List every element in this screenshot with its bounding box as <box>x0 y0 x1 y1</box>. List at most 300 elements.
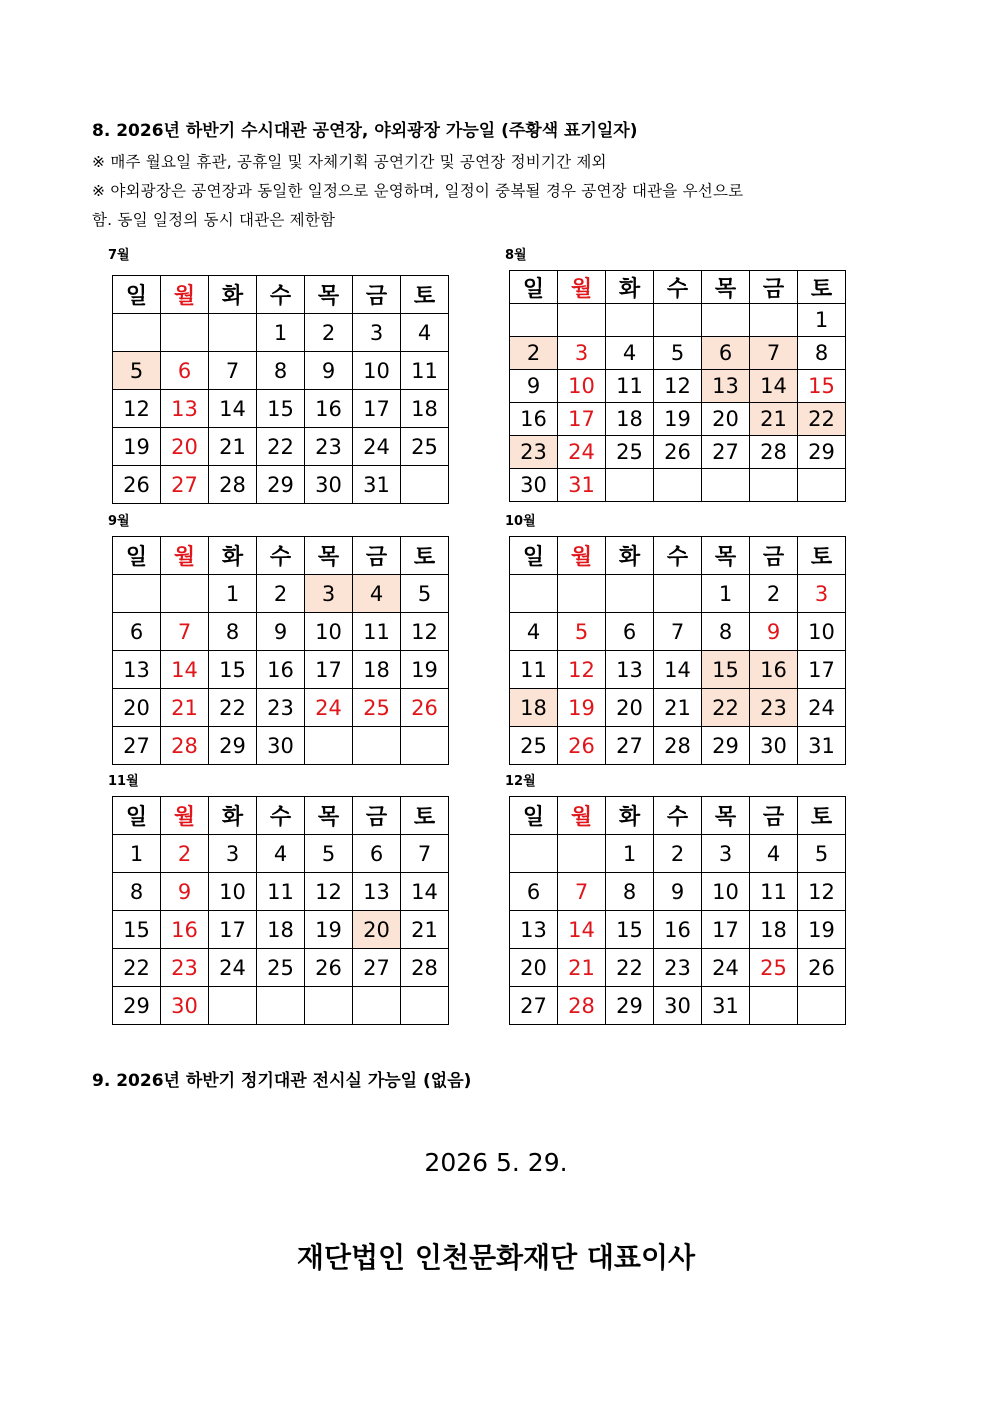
day-cell: 13 <box>113 651 161 689</box>
day-cell: 25 <box>257 949 305 987</box>
day-cell: 25 <box>606 436 654 469</box>
day-cell: 18 <box>353 651 401 689</box>
day-cell: 13 <box>510 911 558 949</box>
day-cell: 17 <box>798 651 846 689</box>
day-cell: 15 <box>702 651 750 689</box>
weekday-header: 화 <box>209 797 257 835</box>
empty-cell <box>510 575 558 613</box>
day-cell: 6 <box>353 835 401 873</box>
empty-cell <box>606 469 654 502</box>
day-cell: 17 <box>209 911 257 949</box>
day-cell: 13 <box>353 873 401 911</box>
day-cell: 12 <box>798 873 846 911</box>
day-cell: 23 <box>161 949 209 987</box>
day-cell: 25 <box>510 727 558 765</box>
day-cell: 9 <box>654 873 702 911</box>
day-cell: 26 <box>401 689 449 727</box>
day-cell: 11 <box>510 651 558 689</box>
week-row <box>510 337 846 370</box>
weekday-header: 토 <box>798 271 846 304</box>
day-cell: 8 <box>798 337 846 370</box>
document-date: 2026 5. 29. <box>424 1148 568 1177</box>
empty-cell <box>305 987 353 1025</box>
day-cell: 26 <box>305 949 353 987</box>
day-cell: 30 <box>161 987 209 1025</box>
day-cell: 29 <box>702 727 750 765</box>
weekday-header: 화 <box>209 276 257 314</box>
weekday-header: 일 <box>510 537 558 575</box>
day-cell: 22 <box>257 428 305 466</box>
day-cell: 9 <box>305 352 353 390</box>
empty-cell <box>702 304 750 337</box>
weekday-header: 금 <box>353 537 401 575</box>
empty-cell <box>750 304 798 337</box>
day-cell: 27 <box>353 949 401 987</box>
day-cell: 15 <box>209 651 257 689</box>
weekday-header: 수 <box>654 797 702 835</box>
day-cell: 21 <box>750 403 798 436</box>
day-cell: 13 <box>161 390 209 428</box>
day-cell: 15 <box>798 370 846 403</box>
empty-cell <box>353 987 401 1025</box>
empty-cell <box>558 304 606 337</box>
day-cell: 14 <box>558 911 606 949</box>
day-cell: 23 <box>510 436 558 469</box>
day-cell: 3 <box>353 314 401 352</box>
day-cell: 4 <box>510 613 558 651</box>
day-cell: 19 <box>654 403 702 436</box>
day-cell: 10 <box>702 873 750 911</box>
day-cell: 17 <box>558 403 606 436</box>
empty-cell <box>558 575 606 613</box>
day-cell: 25 <box>353 689 401 727</box>
calendar-november-label: 11월 <box>108 774 139 789</box>
day-cell: 23 <box>257 689 305 727</box>
weekday-header: 수 <box>654 537 702 575</box>
weekday-header: 목 <box>702 271 750 304</box>
week-row <box>113 428 449 466</box>
day-cell: 31 <box>353 466 401 504</box>
week-row <box>510 469 846 502</box>
week-row <box>113 314 449 352</box>
day-cell: 15 <box>606 911 654 949</box>
empty-cell <box>161 314 209 352</box>
day-cell: 2 <box>305 314 353 352</box>
empty-cell <box>798 469 846 502</box>
day-cell: 18 <box>606 403 654 436</box>
day-cell: 8 <box>113 873 161 911</box>
day-cell: 1 <box>798 304 846 337</box>
weekday-header: 월 <box>161 276 209 314</box>
day-cell: 6 <box>510 873 558 911</box>
day-cell: 29 <box>257 466 305 504</box>
day-cell: 31 <box>558 469 606 502</box>
day-cell: 13 <box>702 370 750 403</box>
weekday-header: 목 <box>702 537 750 575</box>
day-cell: 18 <box>401 390 449 428</box>
day-cell: 28 <box>209 466 257 504</box>
week-row <box>113 873 449 911</box>
day-cell: 28 <box>654 727 702 765</box>
day-cell: 22 <box>798 403 846 436</box>
empty-cell <box>606 304 654 337</box>
day-cell: 27 <box>113 727 161 765</box>
weekday-header: 금 <box>353 276 401 314</box>
calendar-september <box>112 536 449 765</box>
day-cell: 2 <box>654 835 702 873</box>
week-row <box>113 949 449 987</box>
day-cell: 5 <box>798 835 846 873</box>
week-row <box>510 873 846 911</box>
day-cell: 7 <box>209 352 257 390</box>
week-row <box>510 403 846 436</box>
day-cell: 10 <box>353 352 401 390</box>
day-cell: 21 <box>401 911 449 949</box>
day-cell: 12 <box>654 370 702 403</box>
day-cell: 30 <box>654 987 702 1025</box>
day-cell: 24 <box>798 689 846 727</box>
day-cell: 10 <box>209 873 257 911</box>
weekday-header: 금 <box>353 797 401 835</box>
empty-cell <box>161 575 209 613</box>
day-cell: 20 <box>353 911 401 949</box>
day-cell: 9 <box>510 370 558 403</box>
day-cell: 14 <box>161 651 209 689</box>
day-cell: 9 <box>161 873 209 911</box>
day-cell: 24 <box>305 689 353 727</box>
day-cell: 19 <box>305 911 353 949</box>
day-cell: 20 <box>510 949 558 987</box>
day-cell: 10 <box>798 613 846 651</box>
day-cell: 12 <box>558 651 606 689</box>
day-cell: 26 <box>798 949 846 987</box>
weekday-header: 화 <box>209 537 257 575</box>
week-row <box>510 949 846 987</box>
calendar-august <box>509 270 846 502</box>
day-cell: 2 <box>510 337 558 370</box>
weekday-header: 월 <box>161 537 209 575</box>
day-cell: 26 <box>654 436 702 469</box>
day-cell: 29 <box>606 987 654 1025</box>
day-cell: 21 <box>209 428 257 466</box>
weekday-header: 토 <box>401 276 449 314</box>
week-row <box>113 911 449 949</box>
empty-cell <box>401 466 449 504</box>
day-cell: 11 <box>750 873 798 911</box>
weekday-header: 수 <box>257 276 305 314</box>
note-closure: ※ 매주 월요일 휴관, 공휴일 및 자체기획 공연기간 및 공연장 정비기간 제외 <box>92 153 607 171</box>
empty-cell <box>702 469 750 502</box>
day-cell: 3 <box>702 835 750 873</box>
empty-cell <box>401 727 449 765</box>
week-row <box>510 987 846 1025</box>
day-cell: 5 <box>654 337 702 370</box>
empty-cell <box>353 727 401 765</box>
section-9-title: 9. 2026년 하반기 정기대관 전시실 가능일 (없음) <box>92 1071 472 1091</box>
empty-cell <box>510 304 558 337</box>
empty-cell <box>798 987 846 1025</box>
day-cell: 11 <box>353 613 401 651</box>
week-row <box>113 613 449 651</box>
calendar-november <box>112 796 449 1025</box>
day-cell: 3 <box>558 337 606 370</box>
day-cell: 30 <box>510 469 558 502</box>
day-cell: 14 <box>654 651 702 689</box>
day-cell: 15 <box>257 390 305 428</box>
day-cell: 28 <box>401 949 449 987</box>
day-cell: 10 <box>558 370 606 403</box>
day-cell: 2 <box>161 835 209 873</box>
week-row <box>113 352 449 390</box>
day-cell: 20 <box>113 689 161 727</box>
day-cell: 30 <box>750 727 798 765</box>
day-cell: 22 <box>113 949 161 987</box>
day-cell: 10 <box>305 613 353 651</box>
day-cell: 4 <box>353 575 401 613</box>
weekday-header: 토 <box>401 797 449 835</box>
week-row <box>113 466 449 504</box>
day-cell: 3 <box>209 835 257 873</box>
weekday-header: 일 <box>113 276 161 314</box>
empty-cell <box>654 575 702 613</box>
weekday-header: 수 <box>257 537 305 575</box>
day-cell: 16 <box>305 390 353 428</box>
empty-cell <box>750 987 798 1025</box>
weekday-header: 수 <box>257 797 305 835</box>
week-row <box>113 575 449 613</box>
empty-cell <box>654 469 702 502</box>
empty-cell <box>113 575 161 613</box>
day-cell: 20 <box>161 428 209 466</box>
week-row <box>510 689 846 727</box>
day-cell: 21 <box>161 689 209 727</box>
week-row <box>510 304 846 337</box>
day-cell: 18 <box>257 911 305 949</box>
week-row <box>510 651 846 689</box>
day-cell: 7 <box>401 835 449 873</box>
day-cell: 31 <box>702 987 750 1025</box>
day-cell: 19 <box>558 689 606 727</box>
day-cell: 21 <box>558 949 606 987</box>
calendar-july-label: 7월 <box>108 248 130 263</box>
empty-cell <box>558 835 606 873</box>
day-cell: 7 <box>161 613 209 651</box>
day-cell: 7 <box>654 613 702 651</box>
day-cell: 1 <box>209 575 257 613</box>
day-cell: 8 <box>702 613 750 651</box>
day-cell: 4 <box>401 314 449 352</box>
weekday-header: 금 <box>750 271 798 304</box>
weekday-header: 월 <box>558 537 606 575</box>
empty-cell <box>113 314 161 352</box>
day-cell: 4 <box>606 337 654 370</box>
calendar-september-label: 9월 <box>108 514 130 529</box>
day-cell: 6 <box>606 613 654 651</box>
day-cell: 26 <box>113 466 161 504</box>
day-cell: 18 <box>510 689 558 727</box>
day-cell: 14 <box>401 873 449 911</box>
day-cell: 20 <box>702 403 750 436</box>
calendar-december <box>509 796 846 1025</box>
day-cell: 14 <box>750 370 798 403</box>
week-row <box>113 651 449 689</box>
day-cell: 8 <box>257 352 305 390</box>
empty-cell <box>401 987 449 1025</box>
weekday-header: 화 <box>606 271 654 304</box>
weekday-header: 목 <box>702 797 750 835</box>
day-cell: 24 <box>702 949 750 987</box>
weekday-header: 토 <box>798 537 846 575</box>
day-cell: 11 <box>257 873 305 911</box>
day-cell: 16 <box>161 911 209 949</box>
day-cell: 28 <box>750 436 798 469</box>
empty-cell <box>510 835 558 873</box>
calendar-august-label: 8월 <box>505 248 527 263</box>
day-cell: 17 <box>702 911 750 949</box>
day-cell: 11 <box>606 370 654 403</box>
day-cell: 5 <box>558 613 606 651</box>
day-cell: 19 <box>401 651 449 689</box>
weekday-header: 일 <box>113 797 161 835</box>
day-cell: 19 <box>113 428 161 466</box>
calendar-december-label: 12월 <box>505 774 536 789</box>
day-cell: 12 <box>401 613 449 651</box>
day-cell: 6 <box>161 352 209 390</box>
day-cell: 30 <box>257 727 305 765</box>
day-cell: 28 <box>161 727 209 765</box>
day-cell: 1 <box>257 314 305 352</box>
day-cell: 22 <box>606 949 654 987</box>
day-cell: 13 <box>606 651 654 689</box>
day-cell: 5 <box>401 575 449 613</box>
note-plaza: ※ 야외광장은 공연장과 동일한 일정으로 운영하며, 일정이 중복될 경우 공연장 대관을 우선으로 <box>92 182 744 200</box>
empty-cell <box>606 575 654 613</box>
day-cell: 28 <box>558 987 606 1025</box>
day-cell: 27 <box>161 466 209 504</box>
week-row <box>510 436 846 469</box>
weekday-header: 금 <box>750 537 798 575</box>
section-8-title: 8. 2026년 하반기 수시대관 공연장, 야외광장 가능일 (주황색 표기일자) <box>92 121 638 141</box>
week-row <box>113 835 449 873</box>
week-row <box>510 370 846 403</box>
day-cell: 23 <box>305 428 353 466</box>
day-cell: 24 <box>353 428 401 466</box>
week-row <box>510 911 846 949</box>
weekday-header: 월 <box>558 797 606 835</box>
day-cell: 7 <box>558 873 606 911</box>
weekday-header: 수 <box>654 271 702 304</box>
weekday-header: 일 <box>113 537 161 575</box>
day-cell: 23 <box>750 689 798 727</box>
week-row <box>113 987 449 1025</box>
week-row <box>510 575 846 613</box>
day-cell: 4 <box>750 835 798 873</box>
day-cell: 29 <box>209 727 257 765</box>
day-cell: 22 <box>702 689 750 727</box>
week-row <box>113 689 449 727</box>
day-cell: 16 <box>257 651 305 689</box>
week-row <box>113 727 449 765</box>
day-cell: 1 <box>606 835 654 873</box>
day-cell: 9 <box>750 613 798 651</box>
empty-cell <box>305 727 353 765</box>
day-cell: 19 <box>798 911 846 949</box>
weekday-header: 토 <box>401 537 449 575</box>
calendar-october-label: 10월 <box>505 514 536 529</box>
day-cell: 25 <box>401 428 449 466</box>
weekday-header: 일 <box>510 271 558 304</box>
day-cell: 15 <box>113 911 161 949</box>
day-cell: 2 <box>257 575 305 613</box>
day-cell: 7 <box>750 337 798 370</box>
day-cell: 16 <box>654 911 702 949</box>
week-row <box>510 835 846 873</box>
weekday-header: 월 <box>558 271 606 304</box>
day-cell: 12 <box>113 390 161 428</box>
weekday-header: 목 <box>305 537 353 575</box>
day-cell: 5 <box>305 835 353 873</box>
day-cell: 21 <box>654 689 702 727</box>
day-cell: 20 <box>606 689 654 727</box>
day-cell: 24 <box>209 949 257 987</box>
signature-line: 재단법인 인천문화재단 대표이사 <box>296 1241 696 1274</box>
weekday-header: 일 <box>510 797 558 835</box>
weekday-header: 금 <box>750 797 798 835</box>
day-cell: 4 <box>257 835 305 873</box>
day-cell: 16 <box>510 403 558 436</box>
empty-cell <box>750 469 798 502</box>
day-cell: 6 <box>702 337 750 370</box>
weekday-header: 목 <box>305 797 353 835</box>
weekday-header: 화 <box>606 537 654 575</box>
weekday-header: 월 <box>161 797 209 835</box>
note-plaza-continued: 함. 동일 일정의 동시 대관은 제한함 <box>92 211 336 229</box>
day-cell: 12 <box>305 873 353 911</box>
day-cell: 11 <box>401 352 449 390</box>
day-cell: 3 <box>305 575 353 613</box>
day-cell: 1 <box>702 575 750 613</box>
day-cell: 3 <box>798 575 846 613</box>
day-cell: 27 <box>510 987 558 1025</box>
day-cell: 18 <box>750 911 798 949</box>
day-cell: 23 <box>654 949 702 987</box>
day-cell: 1 <box>113 835 161 873</box>
calendar-october <box>509 536 846 765</box>
empty-cell <box>209 314 257 352</box>
day-cell: 9 <box>257 613 305 651</box>
weekday-header: 목 <box>305 276 353 314</box>
day-cell: 14 <box>209 390 257 428</box>
day-cell: 24 <box>558 436 606 469</box>
day-cell: 27 <box>702 436 750 469</box>
empty-cell <box>654 304 702 337</box>
day-cell: 17 <box>305 651 353 689</box>
day-cell: 16 <box>750 651 798 689</box>
day-cell: 2 <box>750 575 798 613</box>
day-cell: 8 <box>606 873 654 911</box>
week-row <box>113 390 449 428</box>
day-cell: 29 <box>798 436 846 469</box>
calendar-july <box>112 275 449 504</box>
day-cell: 17 <box>353 390 401 428</box>
day-cell: 27 <box>606 727 654 765</box>
week-row <box>510 727 846 765</box>
day-cell: 25 <box>750 949 798 987</box>
day-cell: 6 <box>113 613 161 651</box>
day-cell: 8 <box>209 613 257 651</box>
day-cell: 29 <box>113 987 161 1025</box>
empty-cell <box>257 987 305 1025</box>
